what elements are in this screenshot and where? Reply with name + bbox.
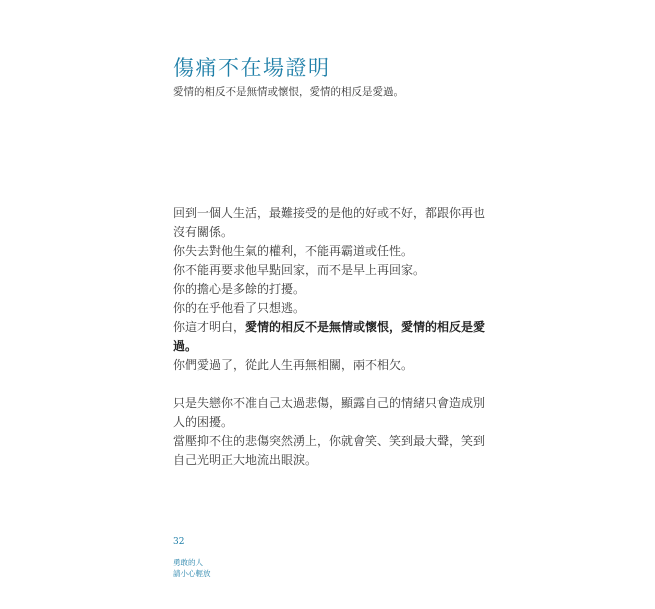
body-text xyxy=(173,204,493,470)
paragraph-1 xyxy=(173,204,493,375)
emphasis-lead: 你這才明白， xyxy=(173,320,246,334)
book-title-footer xyxy=(173,557,211,579)
body-line: 你的在乎他看了只想逃。 xyxy=(173,301,306,315)
body-line: 你失去對他生氣的權利，不能再霸道或任性。 xyxy=(173,244,414,258)
body-line: 只是失戀你不准自己太過悲傷，顯露自己的情緒只會造成別人的困擾。 xyxy=(173,396,486,429)
book-title-line-2: 請小心輕放 xyxy=(173,569,211,578)
body-line: 回到一個人生活，最難接受的是他的好或不好，都跟你再也沒有關係。 xyxy=(173,206,486,239)
page-number: 32 xyxy=(173,537,185,547)
paragraph-2 xyxy=(173,394,493,470)
body-line: 你們愛過了，從此人生再無相關，兩不相欠。 xyxy=(173,358,414,372)
body-line: 你的擔心是多餘的打擾。 xyxy=(173,282,306,296)
chapter-title: 傷痛不在場證明 xyxy=(173,56,331,80)
book-title-line-1: 勇敢的人 xyxy=(173,558,203,567)
emphasis-text: 愛情的相反不是無情或懷恨，愛情的相反是愛過。 xyxy=(173,320,486,353)
body-line: 你不能再要求他早點回家，而不是早上再回家。 xyxy=(173,263,426,277)
body-line-emphasis xyxy=(173,318,493,356)
chapter-subtitle: 愛情的相反不是無情或懷恨，愛情的相反是愛過。 xyxy=(173,86,404,98)
body-line: 當壓抑不住的悲傷突然湧上，你就會笑、笑到最大聲，笑到自己光明正大地流出眼淚。 xyxy=(173,434,486,467)
